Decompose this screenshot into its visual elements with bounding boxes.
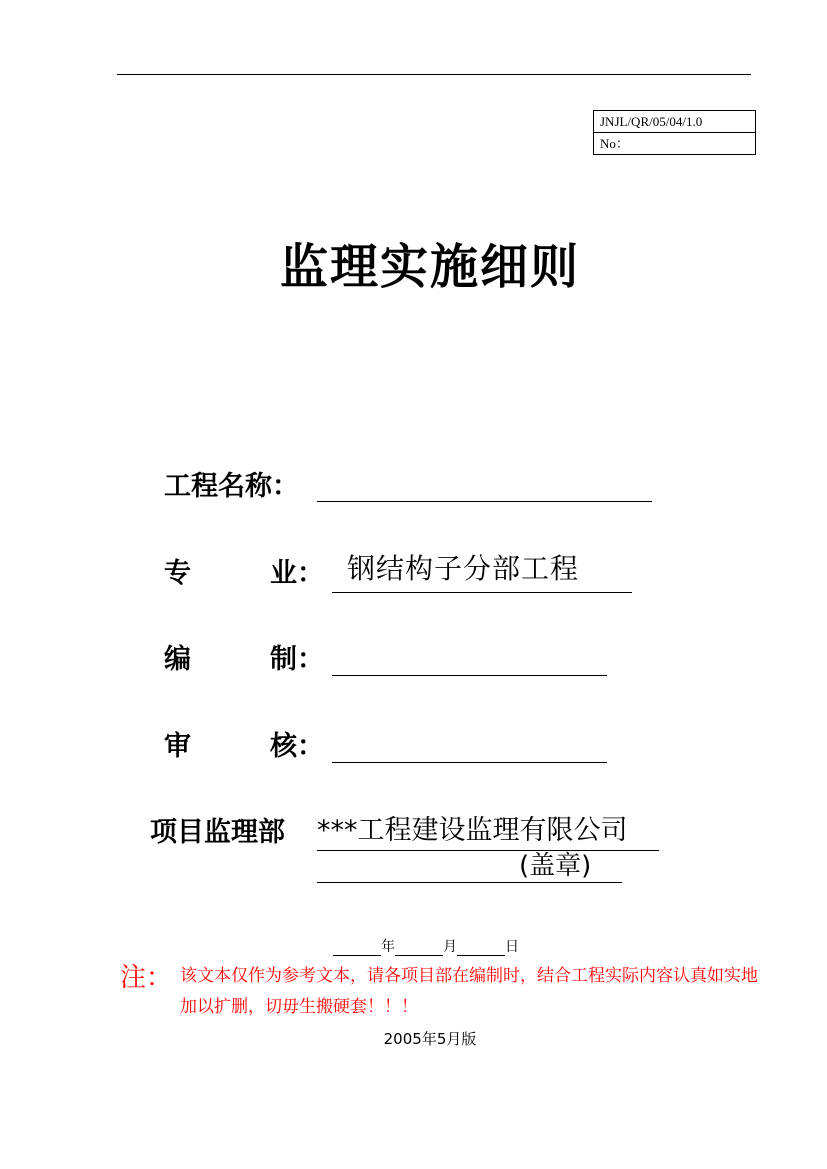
- major-underline: [332, 592, 632, 593]
- compiled-label-first: 编: [164, 644, 191, 675]
- compiled-underline: [332, 675, 607, 676]
- edition-text: 2005年5月版: [383, 1030, 477, 1048]
- document-code: JNJL/QR/05/04/1.0: [600, 114, 703, 129]
- day-blank: [457, 941, 505, 956]
- year-blank: [333, 941, 381, 956]
- note-text: 该文本仅作为参考文本，请各项目部在编制时，结合工程实际内容认真如实地加以扩删，切毋生搬硬套！！！: [180, 966, 758, 1017]
- dept-value: ***工程建设监理有限公司: [317, 815, 628, 846]
- major-label-second: 业：: [270, 558, 324, 589]
- dept-underline: [317, 850, 659, 851]
- top-rule: [117, 74, 751, 75]
- month-blank: [395, 941, 443, 956]
- major-label-first: 专: [164, 558, 191, 589]
- review-label-first: 审: [164, 731, 191, 762]
- month-label: 月: [443, 940, 457, 955]
- review-label-second: 核：: [270, 731, 324, 762]
- seal-underline: [317, 882, 622, 883]
- seal-text: (盖章): [519, 851, 592, 881]
- date-line: [333, 936, 519, 956]
- project-name-label: 工程名称：: [164, 471, 299, 502]
- document-code-box: [593, 110, 756, 155]
- review-underline: [332, 762, 607, 763]
- dept-label: 项目监理部: [150, 817, 285, 848]
- project-name-underline: [317, 501, 652, 502]
- note-label: 注：: [120, 963, 173, 993]
- document-number: No：: [594, 132, 755, 154]
- document-title: 监理实施细则: [279, 239, 580, 295]
- major-value: 钢结构子分部工程: [347, 552, 580, 585]
- day-label: 日: [505, 940, 519, 955]
- year-label: 年: [381, 940, 395, 955]
- compiled-label-second: 制：: [270, 644, 324, 675]
